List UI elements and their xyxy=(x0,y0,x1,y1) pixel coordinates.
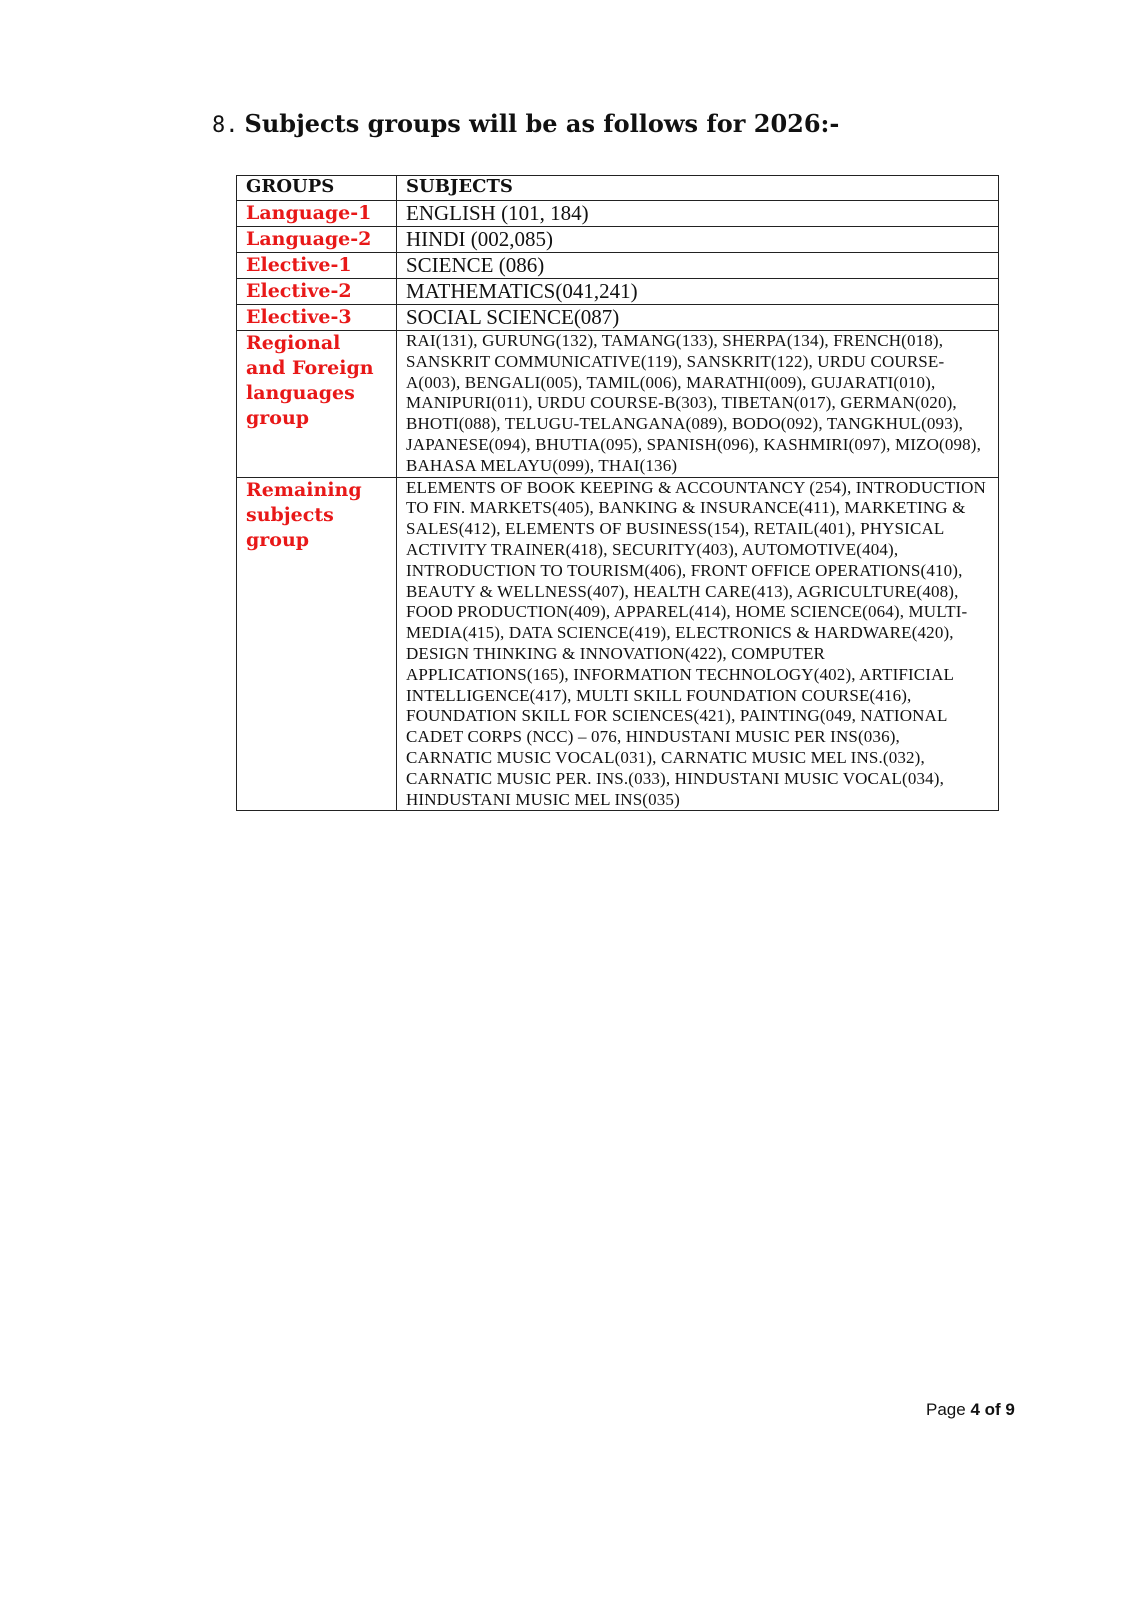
table-row xyxy=(237,331,999,478)
subjects-cell: RAI(131), GURUNG(132), TAMANG(133), SHERPA(134), FRENCH(018), SANSKRIT COMMUNICATIVE(119), SANSKRIT(122), URDU COURSE-A(003), BENGALI(005), TAMIL(006), MARATHI(009), GUJARATI(010), MANIPURI(011), URDU COURSE-B(303), TIBETAN(017), GERMAN(020), BHOTI(088), TELUGU-TELANGANA(089), BODO(092), TANGKHUL(093), JAPANESE(094), BHUTIA(095), SPANISH(096), KASHMIRI(097), MIZO(098), BAHASA MELAYU(099), THAI(136) xyxy=(397,331,999,478)
column-header-subjects: SUBJECTS xyxy=(397,176,999,201)
subjects-cell: HINDI (002,085) xyxy=(397,227,999,253)
table-row xyxy=(237,305,999,331)
section-title: Subjects groups will be as follows for 2026:- xyxy=(244,109,840,138)
page-word: Page xyxy=(926,1400,966,1419)
group-cell: Regional and Foreign languages group xyxy=(237,331,397,478)
group-cell: Elective-1 xyxy=(237,253,397,279)
subjects-cell: ENGLISH (101, 184) xyxy=(397,201,999,227)
subjects-cell: ELEMENTS OF BOOK KEEPING & ACCOUNTANCY (254), INTRODUCTION TO FIN. MARKETS(405), BANKING & INSURANCE(411), MARKETING & SALES(412), ELEMENTS OF BUSINESS(154), RETAIL(401), PHYSICAL ACTIVITY TRAINER(418), SECURITY(403), AUTOMOTIVE(404), INTRODUCTION TO TOURISM(406), FRONT OFFICE OPERATIONS(410), BEAUTY & WELLNESS(407), HEALTH CARE(413), AGRICULTURE(408), FOOD PRODUCTION(409), APPAREL(414), HOME SCIENCE(064), MULTI-MEDIA(415), DATA SCIENCE(419), ELECTRONICS & HARDWARE(420), DESIGN THINKING & INNOVATION(422), COMPUTER APPLICATIONS(165), INFORMATION TECHNOLOGY(402), ARTIFICIAL INTELLIGENCE(417), MULTI SKILL FOUNDATION COURSE(416), FOUNDATION SKILL FOR SCIENCES(421), PAINTING(049, NATIONAL CADET CORPS (NCC) – 076, HINDUSTANI MUSIC PER INS(036), CARNATIC MUSIC VOCAL(031), CARNATIC MUSIC MEL INS.(032), CARNATIC MUSIC PER. INS.(033), HINDUSTANI MUSIC VOCAL(034), HINDUSTANI MUSIC MEL INS(035) xyxy=(397,477,999,811)
table-row xyxy=(237,253,999,279)
group-cell: Language-1 xyxy=(237,201,397,227)
subjects-cell: MATHEMATICS(041,241) xyxy=(397,279,999,305)
table-row xyxy=(237,477,999,811)
table-header-row xyxy=(237,176,999,201)
subjects-cell: SOCIAL SCIENCE(087) xyxy=(397,305,999,331)
group-cell: Elective-2 xyxy=(237,279,397,305)
subjects-cell: SCIENCE (086) xyxy=(397,253,999,279)
page-number xyxy=(926,1400,1015,1420)
table-row xyxy=(237,201,999,227)
page-of: of xyxy=(984,1400,1001,1419)
section-number: 8. xyxy=(212,113,239,138)
group-cell: Language-2 xyxy=(237,227,397,253)
table-row xyxy=(237,227,999,253)
column-header-groups: GROUPS xyxy=(237,176,397,201)
page-total: 9 xyxy=(1005,1400,1015,1419)
group-cell: Remaining subjects group xyxy=(237,477,397,811)
section-heading xyxy=(212,109,839,139)
subject-groups-table xyxy=(236,175,999,811)
table-row xyxy=(237,279,999,305)
group-cell: Elective-3 xyxy=(237,305,397,331)
page-current: 4 xyxy=(970,1400,980,1419)
